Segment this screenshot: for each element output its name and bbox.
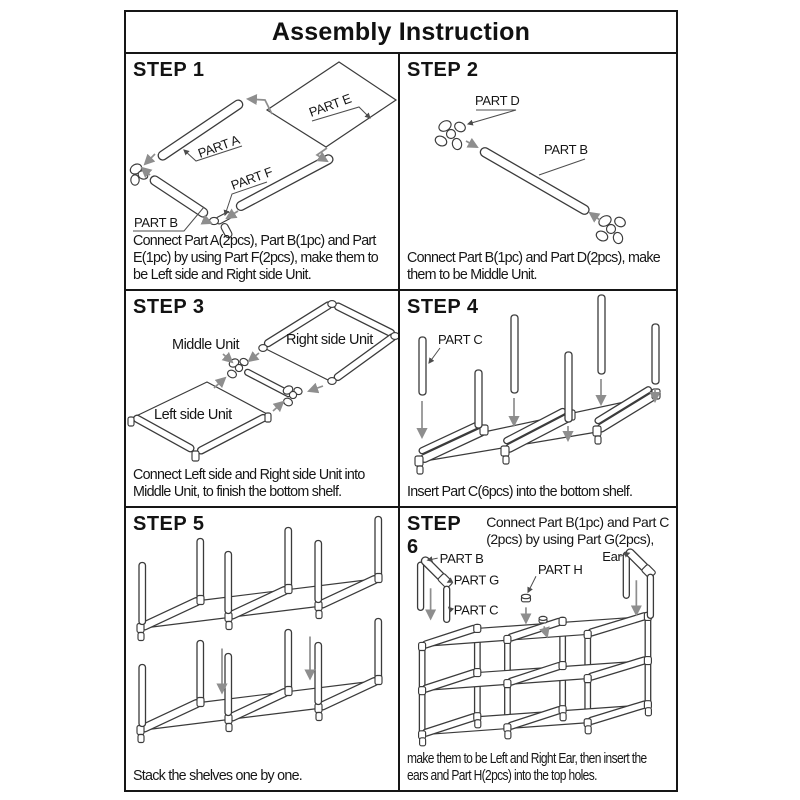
step3-panel xyxy=(126,291,400,508)
lower-shelf-unit xyxy=(137,619,382,743)
step1-title: STEP 1 xyxy=(133,59,205,81)
step4-diagram xyxy=(400,291,676,506)
svg-text:PART H: PART H xyxy=(538,562,583,578)
part-h-label xyxy=(528,562,583,592)
step3-caption: Connect Left side and Right side Unit into Middle Unit, to finish the bottom shelf. xyxy=(133,467,365,501)
instruction-sheet xyxy=(124,10,678,792)
svg-text:PART E: PART E xyxy=(306,90,354,120)
svg-text:PART A: PART A xyxy=(195,132,242,161)
part-b-label xyxy=(539,142,588,175)
step6-header-text: Connect Part B(1pc) and Part C (2pcs) by using Part G(2pcs), xyxy=(486,514,669,548)
svg-text:PART B: PART B xyxy=(134,215,178,230)
svg-text:PART B: PART B xyxy=(544,142,588,157)
left-unit-label: Left side Unit xyxy=(154,407,232,423)
page-title: Assembly Instruction xyxy=(271,17,531,46)
part-d-connector-top xyxy=(434,118,467,150)
part-d-label xyxy=(468,93,519,124)
step1-caption: Connect Part A(2pcs), Part B(1pc) and Part E(1pc) by using Part F(2pcs), make them to be Left side and Right side Unit. xyxy=(133,233,379,284)
step2-caption: Connect Part B(1pc) and Part D(2pcs), make them to be Middle Unit. xyxy=(407,250,660,284)
svg-text:PART F: PART F xyxy=(228,164,275,193)
part-c-label xyxy=(449,602,499,617)
part-d-connector-bottom xyxy=(595,213,627,244)
step6-title: STEP 6 xyxy=(407,513,461,558)
corner-connector xyxy=(129,162,150,185)
steps-grid xyxy=(126,54,676,790)
step6-panel xyxy=(400,508,676,790)
step5-diagram xyxy=(126,508,398,790)
svg-text:PART C: PART C xyxy=(438,332,483,347)
step4-panel xyxy=(400,291,676,508)
step6-header xyxy=(407,513,676,559)
bottom-shelf xyxy=(415,385,660,474)
rack-shelves xyxy=(419,612,652,739)
middle-unit-label: Middle Unit xyxy=(172,337,240,353)
svg-text:PART G: PART G xyxy=(453,572,499,588)
step5-caption: Stack the shelves one by one. xyxy=(133,768,302,785)
right-unit-label: Right side Unit xyxy=(286,332,373,348)
step3-title: STEP 3 xyxy=(133,296,205,318)
step4-title: STEP 4 xyxy=(407,296,479,318)
step2-title: STEP 2 xyxy=(407,59,479,81)
svg-text:PART B: PART B xyxy=(439,551,484,567)
step4-caption: Insert Part C(6pcs) into the bottom shelf. xyxy=(407,484,633,501)
step6-caption: make them to be Left and Right Ear, then insert the ears and Part H(2pcs) into the top holes. xyxy=(407,751,647,785)
stack-arrows xyxy=(222,637,310,693)
step5-title: STEP 5 xyxy=(133,513,205,535)
svg-text:PART D: PART D xyxy=(475,93,520,108)
svg-text:Ear: Ear xyxy=(602,549,622,565)
title-bar xyxy=(126,12,676,54)
svg-text:PART C: PART C xyxy=(453,602,499,618)
step5-panel xyxy=(126,508,400,790)
part-g-label xyxy=(448,572,499,587)
step1-panel xyxy=(126,54,400,291)
part-c-label xyxy=(429,332,482,363)
step2-panel xyxy=(400,54,676,291)
